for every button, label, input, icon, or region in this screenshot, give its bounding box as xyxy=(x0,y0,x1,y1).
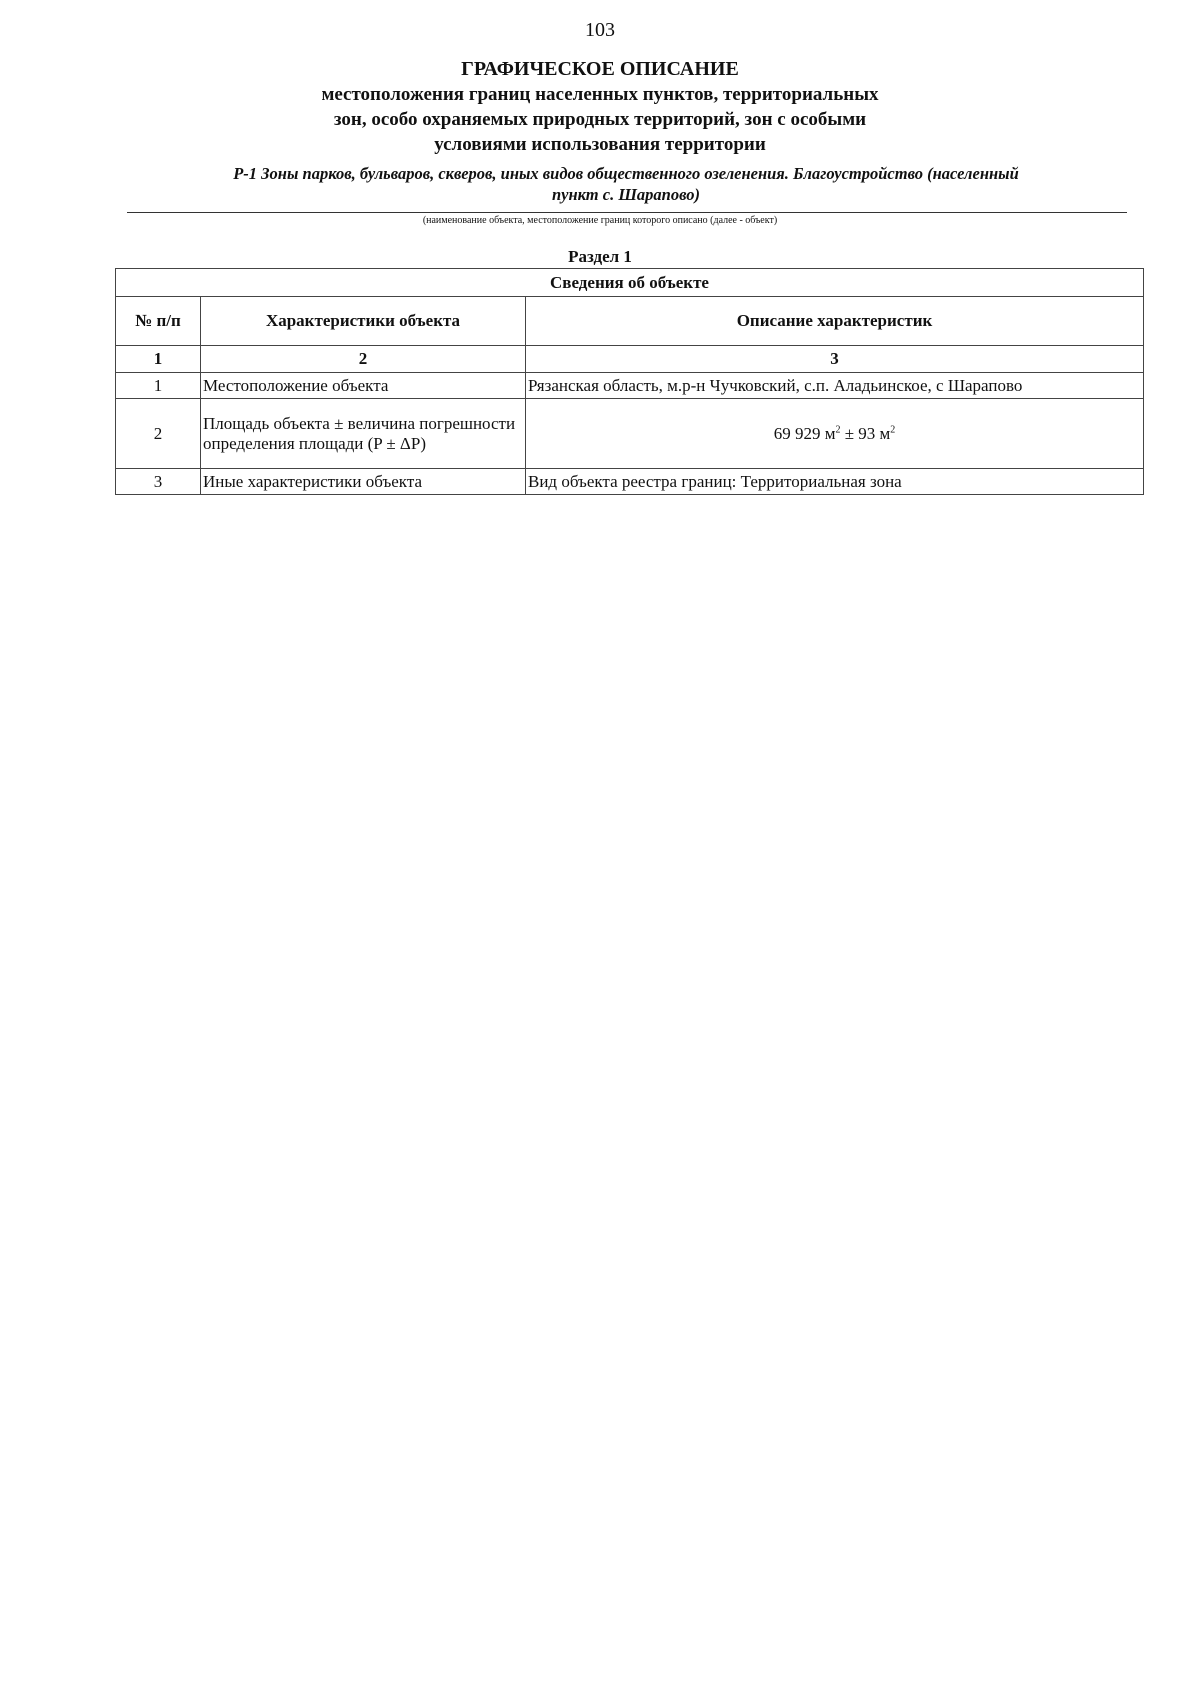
column-number-row xyxy=(116,346,1144,373)
area-unit-exponent: 2 xyxy=(835,423,841,435)
header-description: Описание характеристик xyxy=(526,297,1144,346)
row-description: Вид объекта реестра границ: Территориальная зона xyxy=(526,469,1144,495)
object-name-line-2: пункт с. Шарапово) xyxy=(552,185,700,204)
area-error: ± 93 м xyxy=(840,423,891,443)
object-name xyxy=(128,163,1124,205)
row-characteristic: Иные характеристики объекта xyxy=(201,469,526,495)
header-characteristic: Характеристики объекта xyxy=(201,297,526,346)
column-number-1: 1 xyxy=(116,346,201,373)
column-number-3: 3 xyxy=(526,346,1144,373)
table-header-row xyxy=(116,297,1144,346)
document-title: ГРАФИЧЕСКОЕ ОПИСАНИЕ xyxy=(461,58,739,80)
object-name-underline xyxy=(127,212,1127,213)
document-subtitle-line-2: зон, особо охраняемых природных территорий, зон с особыми xyxy=(333,109,867,130)
document-subtitle-line-3: условиями использования территории xyxy=(434,134,766,155)
row-number: 2 xyxy=(116,399,201,469)
table-row xyxy=(116,373,1144,399)
document-subtitle-line-1: местоположения границ населенных пунктов, территориальных xyxy=(321,84,879,105)
section-title: Раздел 1 xyxy=(568,247,632,266)
document-header xyxy=(0,56,1200,157)
row-characteristic: Площадь объекта ± величина погрешности определения площади (P ± ΔP) xyxy=(201,399,526,469)
column-number-2: 2 xyxy=(201,346,526,373)
object-name-caption: (наименование объекта, местоположение границ которого описано (далее - объект) xyxy=(422,215,778,226)
area-value: 69 929 м xyxy=(773,423,836,443)
row-description: Рязанская область, м.р-н Чучковский, с.п. Аладьинское, с Шарапово xyxy=(526,373,1144,399)
table-caption: Сведения об объекте xyxy=(116,269,1144,297)
error-unit-exponent: 2 xyxy=(890,423,896,435)
table-row xyxy=(116,469,1144,495)
object-info-table xyxy=(115,268,1144,495)
row-number: 3 xyxy=(116,469,201,495)
row-number: 1 xyxy=(116,373,201,399)
object-name-line-1: Р-1 Зоны парков, бульваров, скверов, иных видов общественного озеленения. Благоустройство (населенный xyxy=(233,164,1019,183)
row-area-value xyxy=(526,399,1144,469)
row-characteristic: Местоположение объекта xyxy=(201,373,526,399)
table-row xyxy=(116,399,1144,469)
page-number: 103 xyxy=(585,19,615,41)
header-no: № п/п xyxy=(116,297,201,346)
